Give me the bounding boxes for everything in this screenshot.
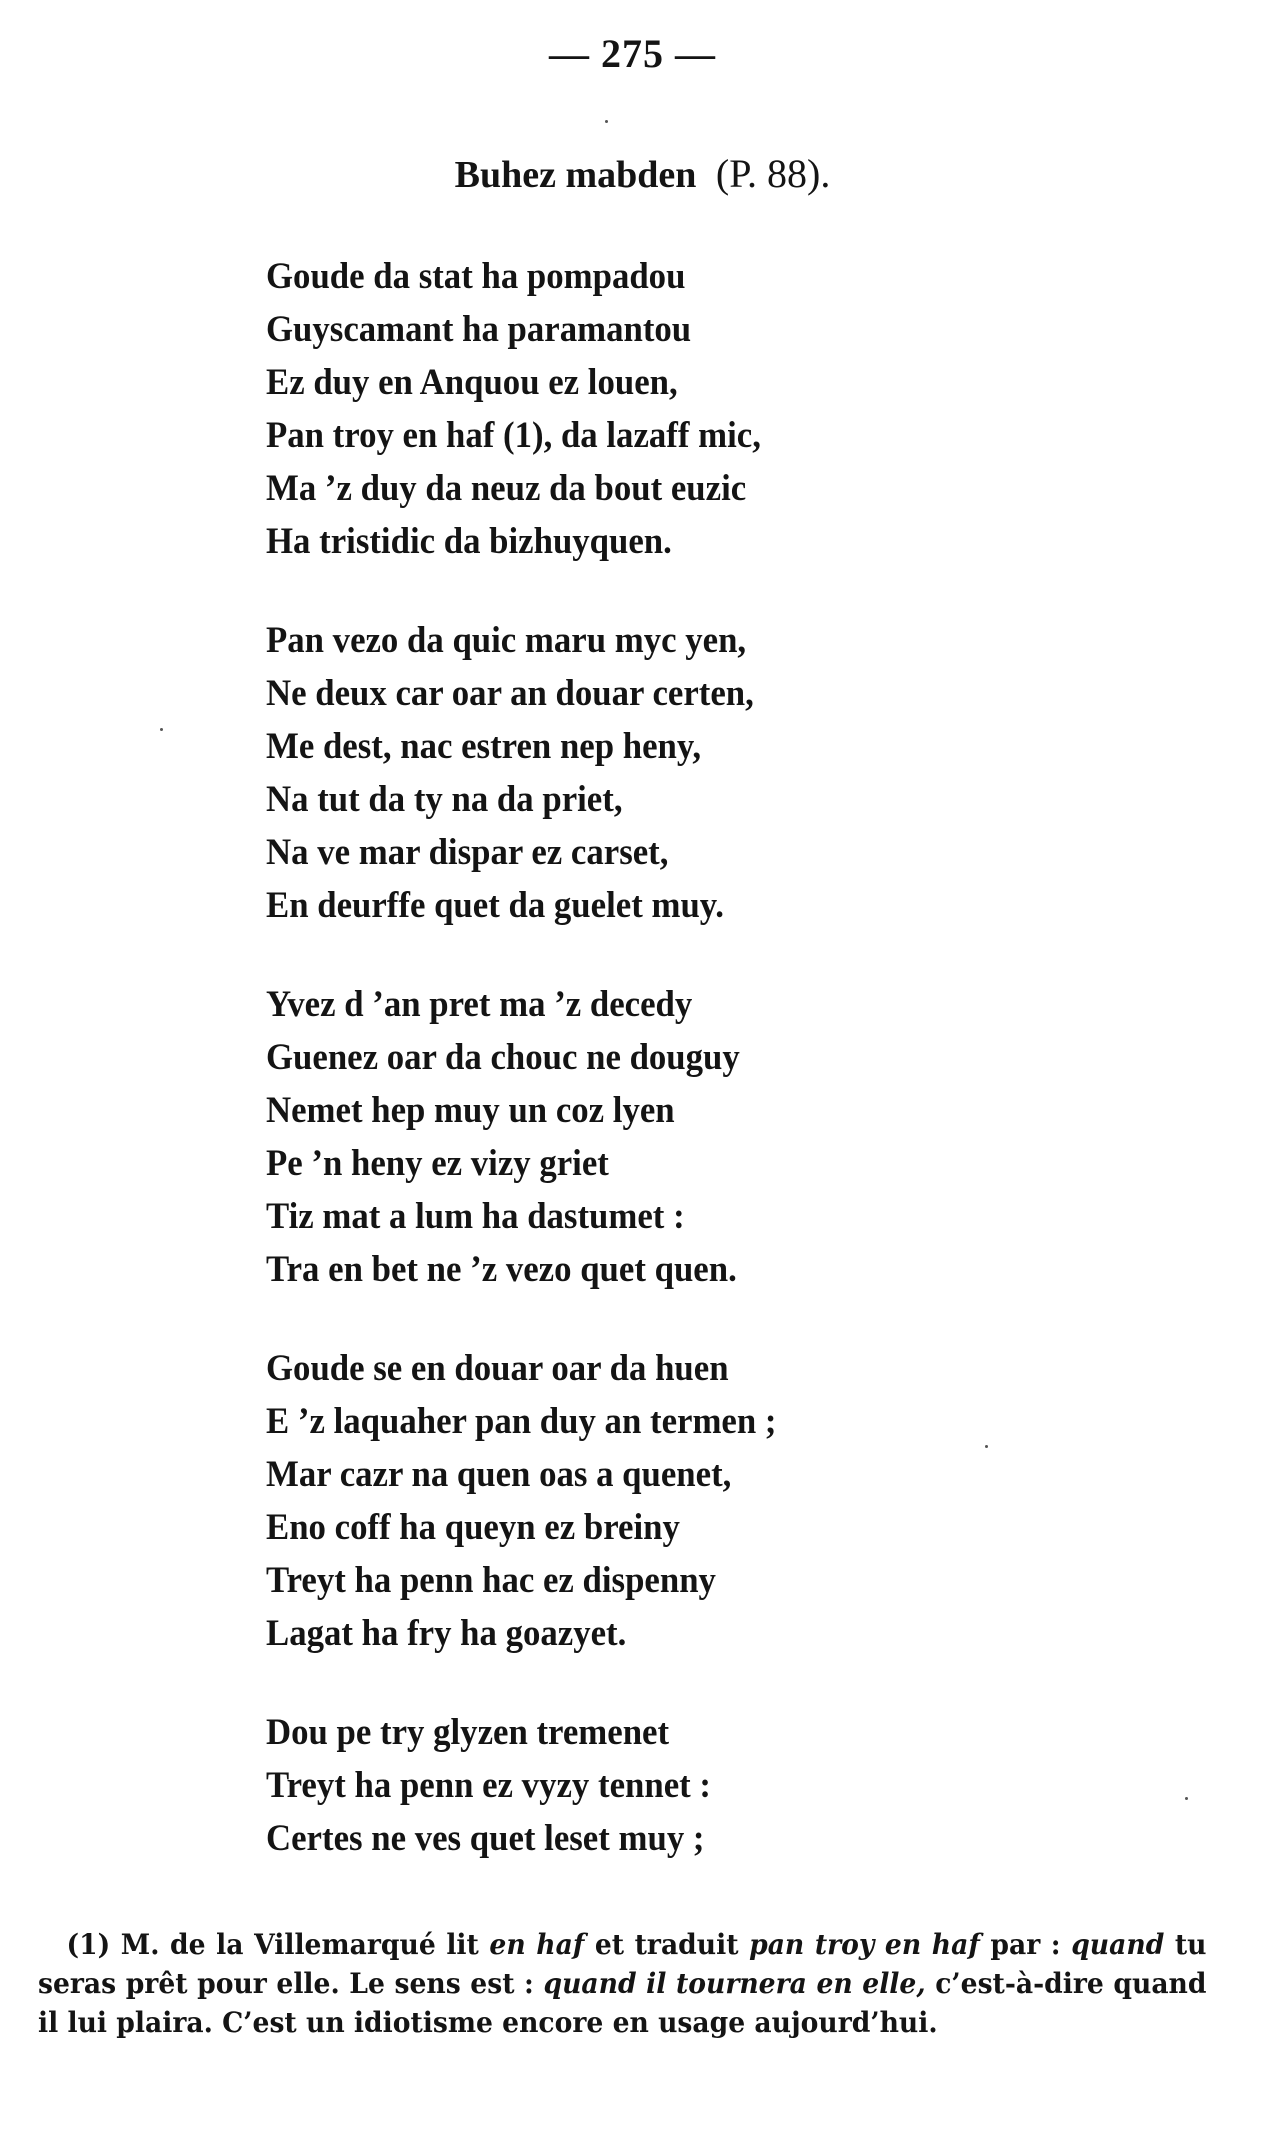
footnote-text: et traduit: [594, 1928, 739, 1961]
verse-line: En deurffe quet da guelet muy.: [266, 885, 724, 926]
verse-line: Tiz mat a lum ha dastumet :: [266, 1196, 685, 1237]
print-speck: [160, 728, 163, 731]
verse-line: Treyt ha penn ez vyzy tennet :: [266, 1765, 712, 1806]
verse-line: Eno coff ha queyn ez breiny: [266, 1507, 680, 1548]
verse-line: Dou pe try glyzen tremenet: [266, 1712, 670, 1753]
poem-title-reference: (P. 88).: [715, 151, 831, 196]
verse-line: Ne deux car oar an douar certen,: [266, 673, 754, 714]
page-number: — 275 —: [549, 31, 716, 76]
footnote-italic: en haf: [489, 1928, 585, 1961]
verse-line: Guenez oar da chouc ne douguy: [266, 1037, 740, 1078]
verse-line: Lagat ha fry ha goazyet.: [266, 1613, 627, 1654]
stanza-4: [266, 1342, 966, 1660]
verse-line: Ez duy en Anquou ez louen,: [266, 362, 678, 403]
footnote-italic: quand il tournera en elle,: [543, 1967, 926, 2000]
verse-line: E ’z laquaher pan duy an termen ;: [266, 1401, 777, 1442]
footnote-italic: pan troy en haf: [749, 1928, 980, 1961]
verse-line: Guyscamant ha paramantou: [266, 309, 692, 350]
print-speck: [605, 120, 608, 123]
verse-line: Mar cazr na quen oas a quenet,: [266, 1454, 732, 1495]
footnote-text: par :: [990, 1928, 1061, 1961]
poem-title-main: Buhez mabden: [454, 154, 697, 196]
verse-line: Tra en bet ne ’z vezo quet quen.: [266, 1249, 737, 1290]
verse-line: Goude da stat ha pompadou: [266, 256, 686, 297]
verse-line: Na tut da ty na da priet,: [266, 779, 623, 820]
verse-line: Yvez d ’an pret ma ’z decedy: [266, 984, 693, 1025]
stanza-5: [266, 1706, 966, 1865]
verse-line: Treyt ha penn hac ez dispenny: [266, 1560, 716, 1601]
footnote-text: tu seras prêt pour elle. Le sens est :: [38, 1928, 1207, 2000]
verse-line: Pe ’n heny ez vizy griet: [266, 1143, 609, 1184]
stanza-1: [266, 250, 966, 568]
verse-line: Pan vezo da quic maru myc yen,: [266, 620, 747, 661]
stanza-3: [266, 978, 966, 1296]
footnote-marker: (1): [66, 1928, 111, 1961]
print-speck: [1185, 1797, 1188, 1800]
print-speck: [985, 1445, 988, 1448]
verse-line: Nemet hep muy un coz lyen: [266, 1090, 675, 1131]
footnote-text: c’est-à-dire quand il lui plaira. C’est un idiotisme encore en usage aujourd’hui.: [38, 1967, 1207, 2039]
verse-line: Pan troy en haf (1), da lazaff mic,: [266, 415, 761, 456]
footnote-italic: quand: [1071, 1928, 1165, 1961]
stanza-2: [266, 614, 966, 932]
poem-title: [0, 150, 1265, 197]
poem-body: [266, 250, 966, 1911]
verse-line: Me dest, nac estren nep heny,: [266, 726, 702, 767]
verse-line: Goude se en douar oar da huen: [266, 1348, 729, 1389]
footnote: [38, 1925, 1207, 2042]
verse-line: Ha tristidic da bizhuyquen.: [266, 521, 672, 562]
verse-line: Certes ne ves quet leset muy ;: [266, 1818, 705, 1859]
footnote-text: M. de la Villemarqué lit: [120, 1928, 479, 1961]
verse-line: Ma ’z duy da neuz da bout euzic: [266, 468, 747, 509]
verse-line: Na ve mar dispar ez carset,: [266, 832, 669, 873]
